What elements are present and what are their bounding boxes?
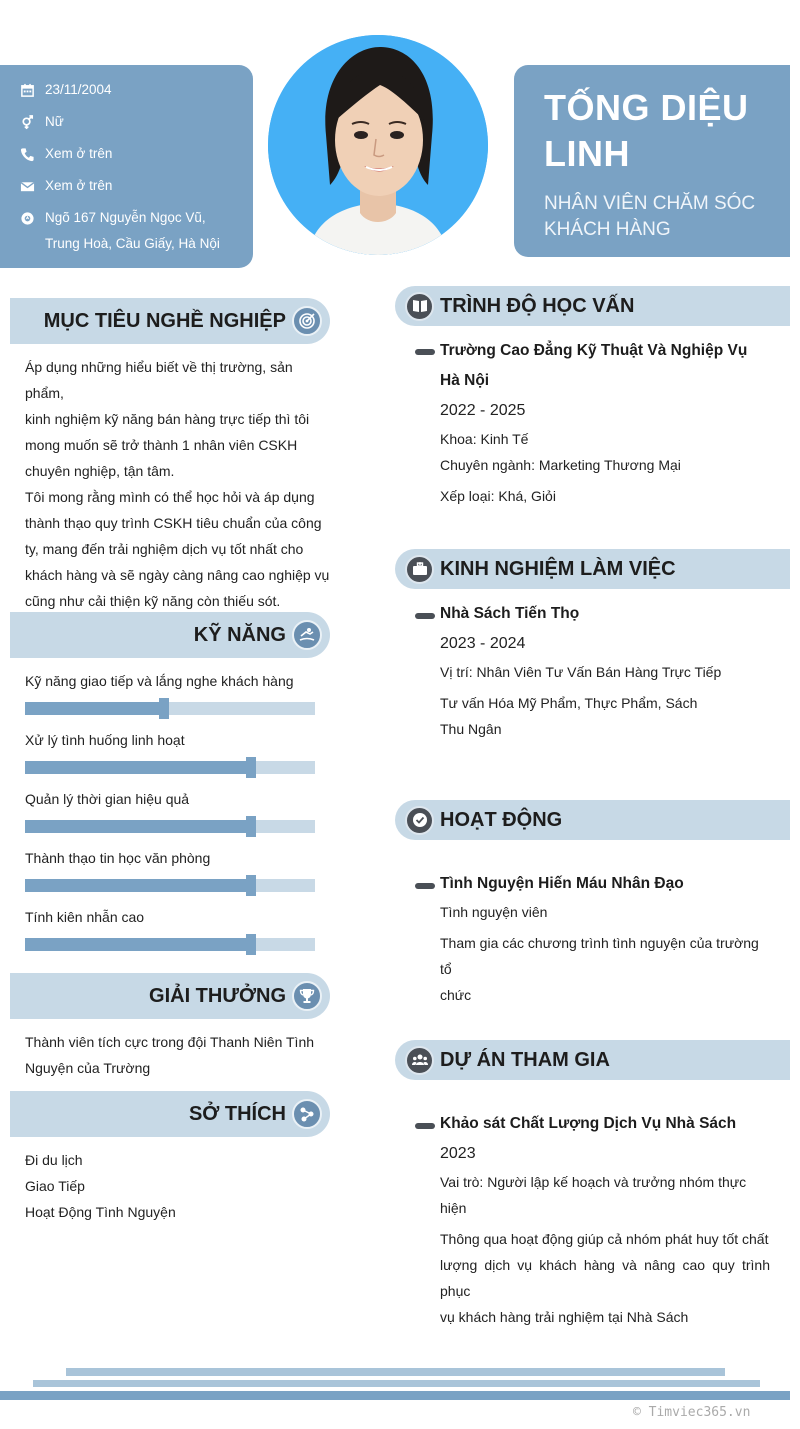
address-line2: Trung Hoà, Cầu Giấy, Hà Nội	[45, 236, 220, 251]
skill-fill	[25, 879, 251, 892]
experience-title: KINH NGHIỆM LÀM VIỆC	[440, 557, 676, 580]
objective-line: Tôi mong rằng mình có thể học hỏi và áp dụng	[25, 489, 315, 505]
project-role-line2: hiện	[440, 1200, 467, 1216]
education-faculty: Khoa: Kinh Tế	[440, 431, 529, 447]
skill-label: Xử lý tình huống linh hoạt	[25, 732, 185, 748]
skill-fill	[25, 938, 251, 951]
dob-text: 23/11/2004	[45, 82, 112, 97]
dob-row	[20, 77, 243, 103]
watermark: © Timviec365.vn	[633, 1405, 751, 1420]
check-badge-icon	[405, 806, 434, 835]
skill-knob	[246, 875, 256, 896]
activity-desc-line1: Tham gia các chương trình tình nguyện của trường tổ	[440, 935, 759, 977]
experience-position: Vị trí: Nhân Viên Tư Vấn Bán Hàng Trực Tiếp	[440, 664, 722, 680]
project-desc-line1: Thông qua hoạt động giúp cả nhóm phát huy tốt chất	[440, 1231, 769, 1247]
skill-bar	[25, 702, 315, 715]
address-line1: Ngõ 167 Nguyễn Ngọc Vũ,	[45, 210, 206, 225]
project-year: 2023	[440, 1145, 476, 1162]
experience-years: 2023 - 2024	[440, 635, 526, 652]
phone-text: Xem ở trên	[45, 146, 113, 161]
hobby-item: Hoạt Động Tình Nguyện	[25, 1204, 176, 1220]
award-line: Thành viên tích cực trong đội Thanh Niên Tình	[25, 1034, 315, 1050]
hobby-item: Giao Tiếp	[25, 1178, 85, 1194]
group-icon	[405, 1046, 434, 1075]
candidate-name	[544, 85, 770, 177]
award-line: Nguyện của Trường	[25, 1060, 151, 1076]
trophy-icon	[292, 981, 322, 1011]
footer-bar	[66, 1368, 725, 1376]
project-desc-line2: lượng dịch vụ khách hàng và nâng cao quy trình phục	[440, 1257, 770, 1299]
gender-row	[20, 109, 243, 135]
objective-line: chuyên nghiệp, tận tâm.	[25, 463, 175, 479]
education-grade: Xếp loại: Khá, Giỏi	[440, 488, 556, 504]
objective-line: Áp dụng những hiểu biết về thị trường, sản phẩm,	[25, 359, 293, 401]
bullet-dash	[415, 349, 435, 355]
contact-box	[0, 65, 253, 268]
book-icon	[405, 292, 434, 321]
address-text	[45, 205, 220, 257]
gender-text: Nữ	[45, 114, 64, 129]
gender-icon	[20, 109, 45, 135]
objective-title: MỤC TIÊU NGHỀ NGHIỆP	[43, 309, 286, 332]
activity-desc-line2: chức	[440, 987, 472, 1003]
objective-line: cũng như cải thiện kỹ năng còn thiếu sót.	[25, 593, 281, 609]
company-name: Nhà Sách Tiến Thọ	[440, 605, 580, 622]
job-title	[544, 191, 770, 243]
skill-label: Quản lý thời gian hiệu quả	[25, 791, 190, 807]
skill-knob	[246, 934, 256, 955]
skill-label: Tính kiên nhẫn cao	[25, 909, 145, 925]
hobby-item: Đi du lịch	[25, 1152, 83, 1168]
skill-bar	[25, 761, 315, 774]
skill-knob	[159, 698, 169, 719]
education-major: Chuyên ngành: Marketing Thương Mại	[440, 457, 681, 473]
activity-desc	[440, 930, 770, 1008]
phone-row	[20, 141, 243, 167]
footer-bar	[0, 1391, 790, 1400]
name-line1: TỐNG DIỆU	[544, 87, 749, 128]
project-role	[440, 1169, 770, 1221]
project-desc	[440, 1226, 770, 1330]
profile-photo	[268, 35, 488, 255]
experience-header	[395, 549, 790, 589]
skills-header	[10, 612, 330, 658]
skill-fill	[25, 820, 251, 833]
skills-title: KỸ NĂNG	[193, 623, 286, 646]
calendar-icon	[20, 77, 45, 103]
skill-knob	[246, 757, 256, 778]
activities-title: HOẠT ĐỘNG	[440, 808, 563, 831]
skill-fill	[25, 761, 251, 774]
objective-line: khách hàng và sẽ ngày càng nâng cao nghiệp vụ	[25, 567, 330, 583]
hobbies-icon	[292, 1099, 322, 1129]
skill-bar	[25, 938, 315, 951]
address-row	[20, 205, 243, 257]
briefcase-icon	[405, 555, 434, 584]
hobbies-title: SỞ THÍCH	[188, 1102, 286, 1125]
bullet-dash	[415, 613, 435, 619]
education-header	[395, 286, 790, 326]
education-title: TRÌNH ĐỘ HỌC VẤN	[440, 294, 635, 317]
objective-line: kinh nghiệm kỹ năng bán hàng trực tiếp thì tôi	[25, 411, 310, 427]
projects-title: DỰ ÁN THAM GIA	[440, 1048, 610, 1071]
activity-role: Tình nguyện viên	[440, 904, 548, 920]
experience-duty: Tư vấn Hóa Mỹ Phẩm, Thực Phẩm, Sách	[440, 695, 698, 711]
objective-text	[25, 354, 330, 614]
location-icon	[20, 205, 45, 231]
experience-duty: Thu Ngân	[440, 721, 502, 737]
activity-name: Tình Nguyện Hiến Máu Nhân Đạo	[440, 875, 684, 892]
skill-label: Kỹ năng giao tiếp và lắng nghe khách hàng	[25, 673, 294, 689]
skills-icon	[292, 620, 322, 650]
envelope-icon	[20, 173, 45, 199]
awards-text	[25, 1029, 330, 1081]
objective-line: thành thạo quy trình CSKH tiêu chuẩn của công	[25, 515, 322, 531]
school-line1: Trường Cao Đẳng Kỹ Thuật Và Nghiệp Vụ	[440, 342, 748, 359]
project-desc-line3: vụ khách hàng trải nghiệm tại Nhà Sách	[440, 1309, 689, 1325]
job-line2: KHÁCH HÀNG	[544, 219, 671, 240]
school-name	[440, 336, 780, 396]
email-row	[20, 173, 243, 199]
objective-header	[10, 298, 330, 344]
skill-bar	[25, 879, 315, 892]
name-box	[514, 65, 790, 257]
target-icon	[292, 306, 322, 336]
hobbies-list	[25, 1147, 330, 1225]
objective-line: ty, mang đến trải nghiệm dịch vụ tốt nhất cho	[25, 541, 304, 557]
bullet-dash	[415, 883, 435, 889]
activities-header	[395, 800, 790, 840]
project-name: Khảo sát Chất Lượng Dịch Vụ Nhà Sách	[440, 1115, 737, 1132]
awards-title: GIẢI THƯỞNG	[149, 984, 286, 1007]
awards-header	[10, 973, 330, 1019]
phone-icon	[20, 141, 45, 167]
job-line1: NHÂN VIÊN CHĂM SÓC	[544, 193, 756, 214]
skill-fill	[25, 702, 164, 715]
objective-line: mong muốn sẽ trở thành 1 nhân viên CSKH	[25, 437, 298, 453]
name-line2: LINH	[544, 133, 630, 174]
hobbies-header	[10, 1091, 330, 1137]
projects-header	[395, 1040, 790, 1080]
skill-bar	[25, 820, 315, 833]
skill-knob	[246, 816, 256, 837]
footer-bar	[33, 1380, 760, 1387]
project-role-line1: Vai trò: Người lập kế hoạch và trưởng nhóm thực	[440, 1174, 747, 1190]
bullet-dash	[415, 1123, 435, 1129]
skill-label: Thành thạo tin học văn phòng	[25, 850, 211, 866]
education-years: 2022 - 2025	[440, 402, 526, 419]
school-line2: Hà Nội	[440, 372, 490, 389]
email-text: Xem ở trên	[45, 178, 113, 193]
